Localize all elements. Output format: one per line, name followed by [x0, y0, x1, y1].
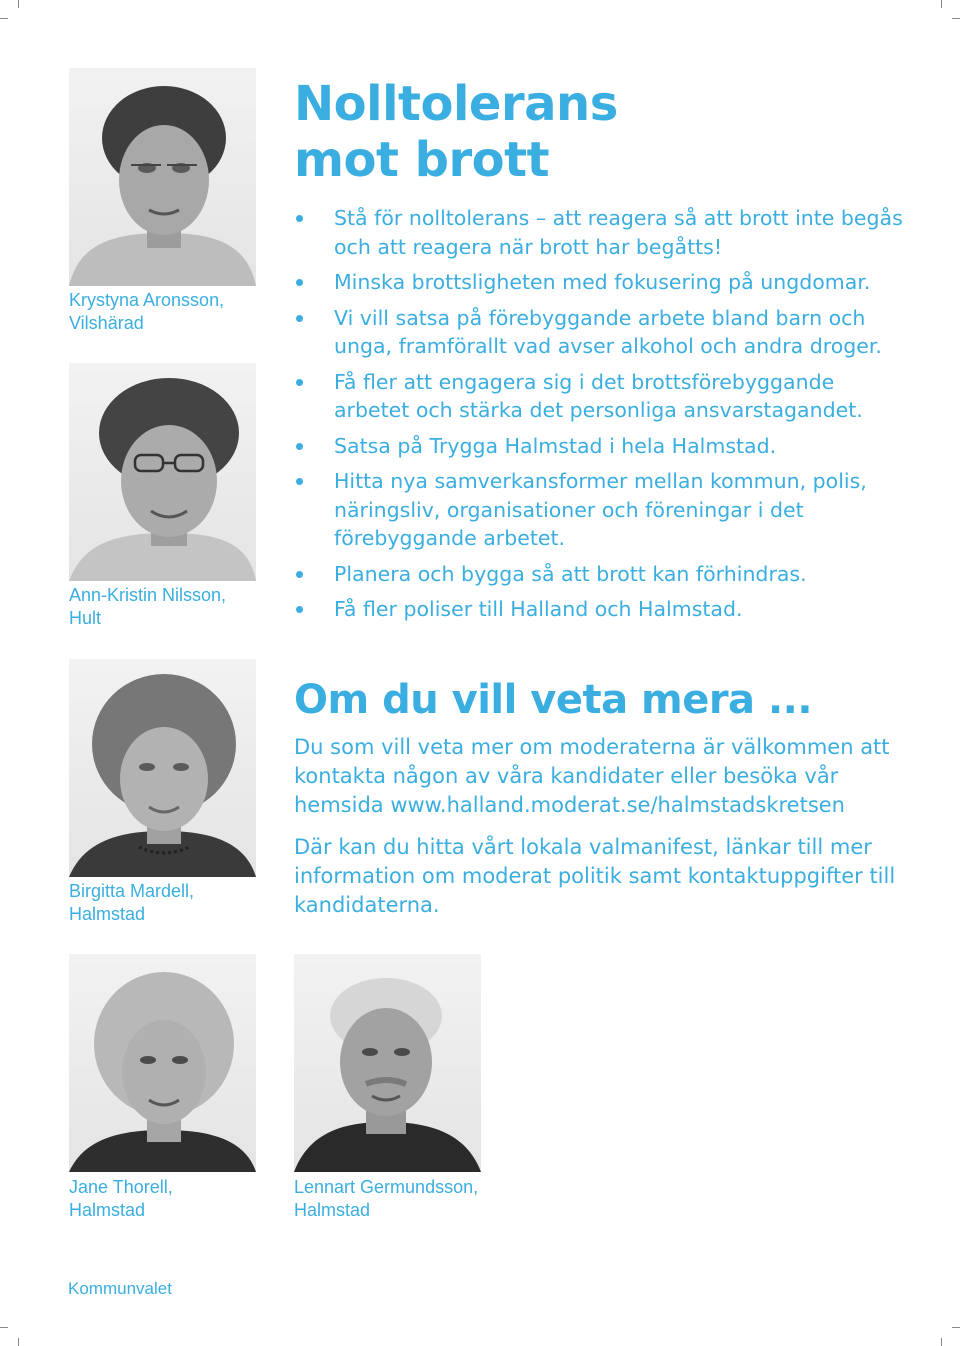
portrait-image — [69, 68, 256, 286]
list-item: Planera och bygga så att brott kan förhindras. — [294, 560, 914, 589]
candidate-place: Hult — [69, 608, 102, 628]
portrait-image — [69, 659, 256, 877]
candidate-caption — [69, 584, 269, 630]
page-title — [294, 76, 618, 188]
candidate-caption — [294, 1176, 494, 1222]
crop-mark — [952, 1327, 960, 1328]
list-item: Få fler poliser till Halland och Halmstad. — [294, 595, 914, 624]
section-title: Om du vill veta mera ... — [294, 677, 813, 723]
crop-mark — [941, 0, 942, 8]
candidate-name: Birgitta Mardell, — [69, 881, 195, 901]
portrait-image — [69, 363, 256, 581]
list-item: Vi vill satsa på förebyggande arbete bland barn och unga, framförallt vad avser alkohol och andra droger. — [294, 304, 914, 361]
page-title-line: mot brott — [294, 132, 550, 188]
candidate-caption — [69, 289, 269, 335]
crop-mark — [941, 1338, 942, 1346]
policy-list — [294, 204, 914, 631]
candidate-name: Lennart Germundsson, — [294, 1177, 479, 1197]
candidate-caption — [69, 1176, 269, 1222]
candidate-name: Jane Thorell, — [69, 1177, 173, 1197]
list-item: Få fler att engagera sig i det brottsförebyggande arbetet och stärka det personliga ansvarstagandet. — [294, 368, 914, 425]
candidate-caption — [69, 880, 269, 926]
candidate-name: Krystyna Aronsson, — [69, 290, 225, 310]
candidate-photo — [69, 363, 256, 581]
list-item: Stå för nolltolerans – att reagera så att brott inte begås och att reagera när brott har begåtts! — [294, 204, 914, 261]
candidate-place: Halmstad — [294, 1200, 371, 1220]
candidate-place: Halmstad — [69, 904, 146, 924]
candidate-photo — [69, 68, 256, 286]
footer-label: Kommunvalet — [68, 1279, 172, 1298]
crop-mark — [18, 1338, 19, 1346]
page-title-line: Nolltolerans — [294, 76, 618, 132]
crop-mark — [952, 18, 960, 19]
portrait-image — [69, 954, 256, 1172]
list-item: Hitta nya samverkansformer mellan kommun, polis, näringsliv, organisationer och föreningar i det förebyggande arbetet. — [294, 467, 914, 553]
candidate-photo — [294, 954, 481, 1172]
crop-mark — [0, 18, 8, 19]
list-item: Minska brottsligheten med fokusering på ungdomar. — [294, 268, 914, 297]
candidate-place: Halmstad — [69, 1200, 146, 1220]
candidate-place: Vilshärad — [69, 313, 144, 333]
crop-mark — [0, 1327, 8, 1328]
list-item: Satsa på Trygga Halmstad i hela Halmstad. — [294, 432, 914, 461]
info-paragraph: Där kan du hitta vårt lokala valmanifest, länkar till mer information om moderat politik samt kontaktuppgifter till kandidaterna. — [294, 835, 896, 917]
candidate-name: Ann-Kristin Nilsson, — [69, 585, 227, 605]
crop-mark — [18, 0, 19, 8]
candidate-photo — [69, 954, 256, 1172]
info-paragraph: Du som vill veta mer om moderaterna är välkommen att kontakta någon av våra kandidater eller besöka vår hemsida www.halland.moderat.se/halmstadskretsen — [294, 735, 890, 817]
candidate-photo — [69, 659, 256, 877]
portrait-image — [294, 954, 481, 1172]
